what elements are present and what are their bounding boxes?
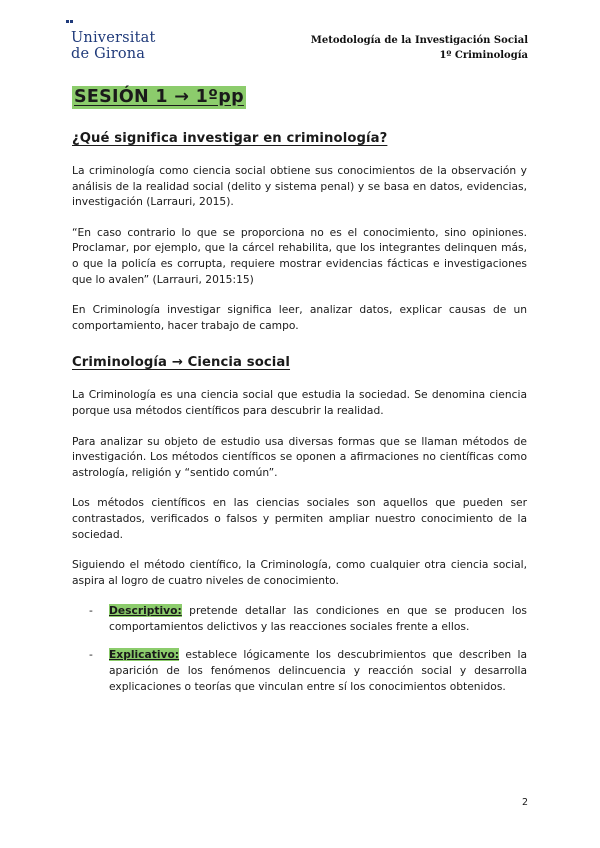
level-text: pretende detallar las condiciones en que se producen los comportamientos delictivos y las reacciones sociales frente a ellos.	[109, 604, 527, 633]
level-term-explicativo: Explicativo:	[109, 648, 180, 662]
section-heading-ciencia-social: Criminología → Ciencia social	[72, 355, 291, 371]
level-term-descriptivo: Descriptivo:	[109, 604, 182, 618]
list-item	[89, 647, 527, 694]
paragraph: Los métodos científicos en las ciencias sociales son aquellos que pueden ser contrastados, verificados o falsos y permiten ampliar nuestro conocimiento de la sociedad.	[72, 496, 527, 541]
list-item	[89, 603, 527, 634]
paragraph: Para analizar su objeto de estudio usa diversas formas que se llaman métodos de investigación. Los métodos científicos se oponen a afirmaciones no científicas como astrología, religión y “sentido común”.	[72, 434, 527, 479]
paragraph: La Criminología es una ciencia social que estudia la sociedad. Se denomina ciencia porque usa métodos científicos para descubrir la realidad.	[72, 388, 527, 417]
paragraph: En Criminología investigar significa leer, analizar datos, explicar causas de un comportamiento, hacer trabajo de campo.	[72, 303, 527, 332]
section-heading-investigar: ¿Qué significa investigar en criminología?	[72, 131, 388, 146]
session-title: SESIÓN 1 → 1ºpp	[74, 87, 244, 107]
level-text: establece lógicamente los descubrimientos que describen la aparición de los fenómenos delincuencia y reacción social y desarrolla explicaciones o teorías que vinculan entre sí los conocimientos obtenidos.	[109, 648, 527, 693]
course-subtitle: 1º Criminología	[439, 50, 528, 61]
logo-mark-icon	[66, 20, 74, 28]
knowledge-levels-list	[72, 603, 527, 694]
list-dash: -	[89, 648, 93, 662]
logo-line-2: de Girona	[71, 46, 146, 62]
course-title: Metodología de la Investigación Social	[310, 35, 528, 46]
paragraph: La criminología como ciencia social obtiene sus conocimientos de la observación y análisis de la realidad social (delito y sistema penal) y se basa en datos, evidencias, investigación (Larrauri, 2015).	[72, 164, 527, 209]
logo-line-1: Universitat	[71, 30, 156, 46]
paragraph: Siguiendo el método científico, la Criminología, como cualquier otra ciencia social, aspira al logro de cuatro niveles de conocimiento.	[72, 558, 527, 587]
list-dash: -	[89, 604, 93, 618]
document-body	[72, 86, 527, 707]
quote-paragraph: “En caso contrario lo que se proporciona no es el conocimiento, sino opiniones. Proclamar, por ejemplo, que la cárcel rehabilita, que los integrantes delinquen más, o que la policía es corrupta, requiere mostrar evidencias fácticas e investigaciones que lo avalen” (Larrauri, 2015:15)	[72, 225, 527, 286]
university-logo	[66, 20, 166, 68]
page-header	[311, 33, 528, 63]
page-number: 2	[521, 797, 528, 808]
